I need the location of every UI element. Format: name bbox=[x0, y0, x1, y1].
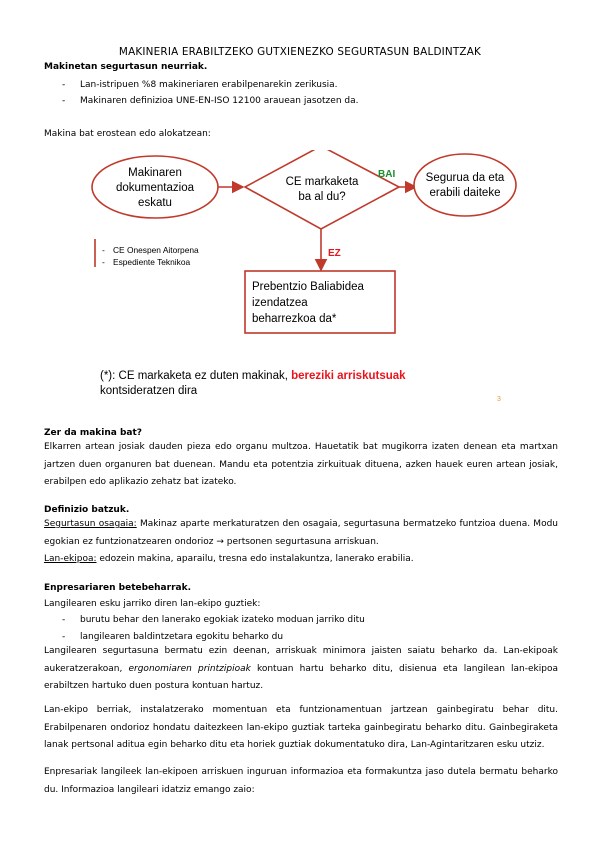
section4-para2: Lan-ekipo berriak, instalatzerako momentuan eta funtzionamentuan jartzean gainbegiratu behar ditu. Erabilpenaren ondorioz hondatu daitezkeen lan-ekipo guztiak tarteka gainbegiratu beharko ditu. Gainbegiraketa lanak pertsonal aditua egin beharko ditu eta horiek guztiak dokumentatuko dira, Lan-Agintaritzaren esku utziz. bbox=[44, 705, 558, 751]
flowchart bbox=[0, 150, 600, 415]
footnote-line2: kontsideratzen dira bbox=[100, 385, 198, 397]
definition-1: Segurtasun osagaia: Makinaz aparte merkaturatzen den osagaia, segurtasuna bermatzeko funtzioa duena. Modu egokian ez funtzionatzearen ondorioz → pertsonen segurtasuna arriskuan. bbox=[44, 519, 558, 547]
section4-heading: Enpresariaren betebeharrak. bbox=[44, 583, 191, 593]
no-node-line: beharrezkoa da* bbox=[252, 313, 337, 325]
page-mark: 3 bbox=[497, 396, 501, 403]
list-item: - langilearen baldintzetara egokitu beharko du bbox=[62, 632, 284, 642]
decision-node bbox=[245, 150, 399, 229]
section4-intro: Langilearen esku jarriko diren lan-ekipo guztiek: bbox=[44, 599, 261, 609]
section1-intro: Makina bat erostean edo alokatzean: bbox=[44, 129, 211, 139]
list-item: - burutu behar den lanerako egokiak izateko moduan jarriko ditu bbox=[62, 615, 365, 625]
yes-node bbox=[414, 154, 516, 216]
start-node-line: Makinaren bbox=[128, 167, 182, 179]
doc-item: - bbox=[102, 257, 105, 267]
section4-para3: Enpresariak langileek lan-ekipoen arriskuen inguruan informazioa eta formakuntza jaso dutela bermatu beharko du. Informazioa langileari idatziz emango zaio: bbox=[44, 767, 558, 795]
yes-label: BAI bbox=[378, 169, 396, 180]
section3-heading: Definizio batzuk. bbox=[44, 505, 130, 515]
definition-2: Lan-ekipoa: edozein makina, aparailu, tresna edo instalakuntza, lanerako erabilia. bbox=[44, 554, 414, 564]
yes-node-line: erabili daiteke bbox=[429, 187, 501, 199]
start-node-line: dokumentazioa bbox=[116, 182, 194, 194]
no-label: EZ bbox=[328, 248, 341, 259]
decision-line: CE markaketa bbox=[285, 176, 359, 188]
no-node-line: izendatzea bbox=[252, 297, 308, 309]
start-node-line: eskatu bbox=[138, 197, 172, 209]
section2-body: Elkarren artean josiak dauden pieza edo organu multzoa. Hauetatik bat mugikorra izaten denean eta martxan jartzen duen organuren bat duenean. Mandu eta potentzia zirkuituak dituena, azken hauek euren artean josiak, erabilpen edo aplikazio zehatz bat izateko. bbox=[44, 442, 558, 488]
yes-node-line: Segurua da eta bbox=[425, 172, 505, 184]
doc-item: - bbox=[102, 245, 105, 255]
section2-heading: Zer da makina bat? bbox=[44, 428, 143, 438]
list-item: - Lan-istripuen %8 makineriaren erabilpenarekin zerikusia. bbox=[62, 80, 338, 90]
doc-item: Espediente Teknikoa bbox=[113, 257, 191, 267]
section1-heading: Makinetan segurtasun neurriak. bbox=[44, 62, 208, 72]
footnote-line1: (*): CE markaketa ez duten makinak, bereziki arriskutsuak bbox=[100, 370, 406, 382]
no-node-line: Prebentzio Baliabidea bbox=[252, 281, 364, 293]
section4-para1: Langilearen segurtasuna bermatu ezin deenan, arriskuak minimora jaisten saiatu beharko da. Lan-ekipoak aukeratzerakoan, ergonomiaren printzipioak kontuan hartu beharko ditu, disienua eta langilean lan-ekipoa erabiltzen hartuko duen postura kontuan hartuz. bbox=[44, 646, 558, 692]
doc-item: CE Onespen Aitorpena bbox=[113, 245, 199, 255]
decision-line: ba al du? bbox=[298, 191, 346, 203]
page-title: MAKINERIA ERABILTZEKO GUTXIENEZKO SEGURTASUN BALDINTZAK bbox=[118, 46, 482, 58]
list-item: - Makinaren definizioa UNE-EN-ISO 12100 arauean jasotzen da. bbox=[62, 96, 359, 106]
